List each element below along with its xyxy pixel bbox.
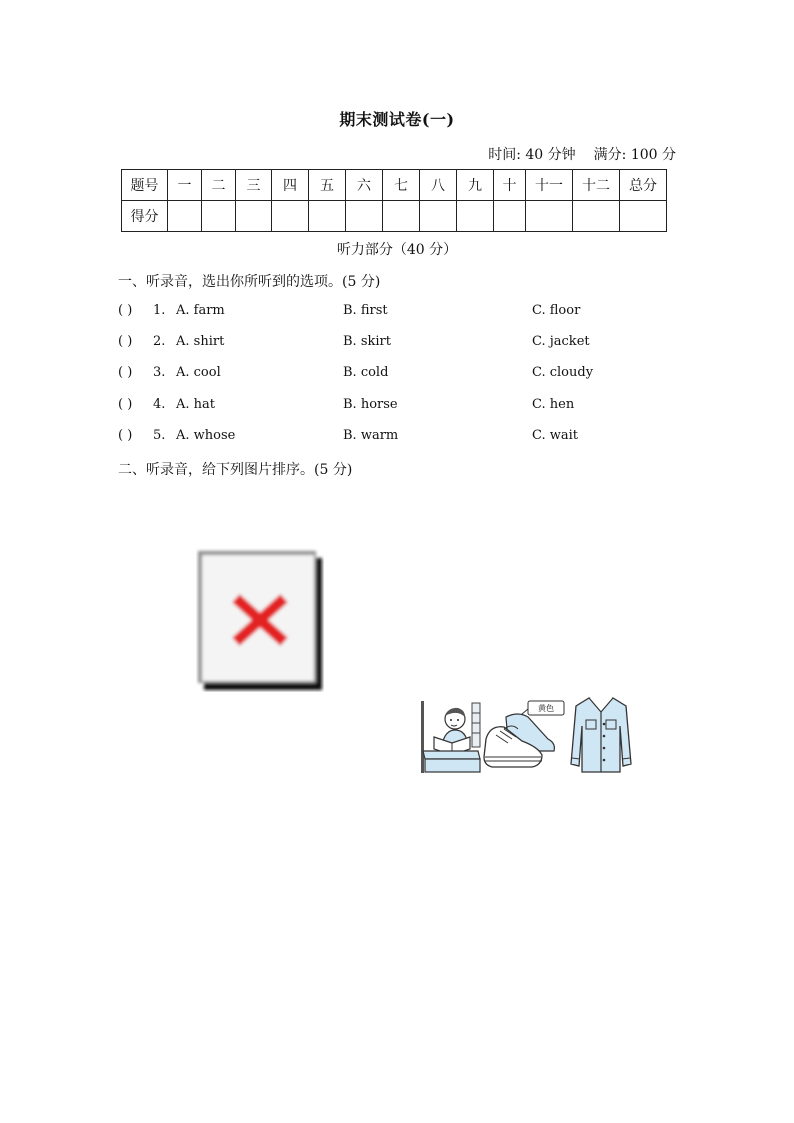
score-cell-header: 二 [202, 170, 236, 201]
score-cell-header: 题号 [122, 170, 168, 201]
score-table-header-row [122, 170, 667, 201]
option-a: A. shirt [176, 334, 225, 349]
score-cell-header: 七 [383, 170, 420, 201]
time-limit: 时间: 40 分钟 [488, 147, 576, 163]
question-2-title: 二、听录音，给下列图片排序。(5 分) [118, 462, 353, 478]
score-cell-header: 四 [272, 170, 309, 201]
score-cell-header: 六 [346, 170, 383, 201]
question-1-title: 一、听录音，选出你所听到的选项。(5 分) [118, 274, 381, 290]
answer-blank[interactable]: ( ) [118, 303, 133, 318]
score-cell-header: 五 [309, 170, 346, 201]
answer-blank[interactable]: ( ) [118, 397, 133, 412]
score-cell-header: 八 [420, 170, 457, 201]
item-number: 4. [153, 397, 166, 412]
option-c: C. cloudy [532, 365, 594, 380]
answer-blank[interactable]: ( ) [118, 365, 133, 380]
item-number: 5. [153, 428, 166, 443]
score-cell-header: 一 [168, 170, 202, 201]
option-a: A. hat [176, 397, 215, 412]
score-cell-header: 十二 [573, 170, 620, 201]
score-cell[interactable] [309, 201, 346, 232]
option-a: A. cool [176, 365, 221, 380]
score-cell[interactable] [202, 201, 236, 232]
option-b: B. horse [343, 397, 398, 412]
score-cell[interactable] [236, 201, 272, 232]
score-row-label: 得分 [122, 201, 168, 232]
score-cell[interactable] [494, 201, 526, 232]
boy-reading-picture [420, 699, 482, 773]
question-item [118, 397, 678, 417]
score-cell[interactable] [346, 201, 383, 232]
full-score: 满分: 100 分 [593, 147, 676, 163]
score-cell-header: 总分 [620, 170, 667, 201]
broken-image-icon [196, 548, 324, 692]
item-number: 1. [153, 303, 166, 318]
option-c: C. floor [532, 303, 581, 318]
score-cell[interactable] [457, 201, 494, 232]
score-table-score-row [122, 201, 667, 232]
score-cell[interactable] [383, 201, 420, 232]
question-item [118, 334, 678, 354]
option-c: C. wait [532, 428, 579, 443]
score-cell-header: 九 [457, 170, 494, 201]
section-heading: 听力部分（40 分） [336, 242, 458, 258]
question-item [118, 428, 678, 448]
score-cell-header: 三 [236, 170, 272, 201]
item-number: 2. [153, 334, 166, 349]
question-item [118, 365, 678, 385]
score-cell[interactable] [573, 201, 620, 232]
question-item [118, 303, 678, 323]
sneakers-picture [482, 699, 566, 771]
color-tag: 黄色 [538, 704, 554, 713]
score-cell[interactable] [526, 201, 573, 232]
option-a: A. whose [176, 428, 236, 443]
option-c: C. jacket [532, 334, 590, 349]
score-cell-header: 十 [494, 170, 526, 201]
option-a: A. farm [176, 303, 225, 318]
exam-info [488, 144, 676, 164]
option-b: B. skirt [343, 334, 391, 349]
score-cell[interactable] [168, 201, 202, 232]
score-cell[interactable] [272, 201, 309, 232]
score-cell[interactable] [620, 201, 667, 232]
option-b: B. warm [343, 428, 399, 443]
option-c: C. hen [532, 397, 575, 412]
answer-blank[interactable]: ( ) [118, 428, 133, 443]
answer-blank[interactable]: ( ) [118, 334, 133, 349]
shirt-picture [568, 692, 634, 774]
page-title: 期末测试卷(一) [339, 110, 455, 129]
score-table [121, 169, 667, 232]
option-b: B. first [343, 303, 388, 318]
option-b: B. cold [343, 365, 389, 380]
item-number: 3. [153, 365, 166, 380]
score-cell-header: 十一 [526, 170, 573, 201]
score-cell[interactable] [420, 201, 457, 232]
